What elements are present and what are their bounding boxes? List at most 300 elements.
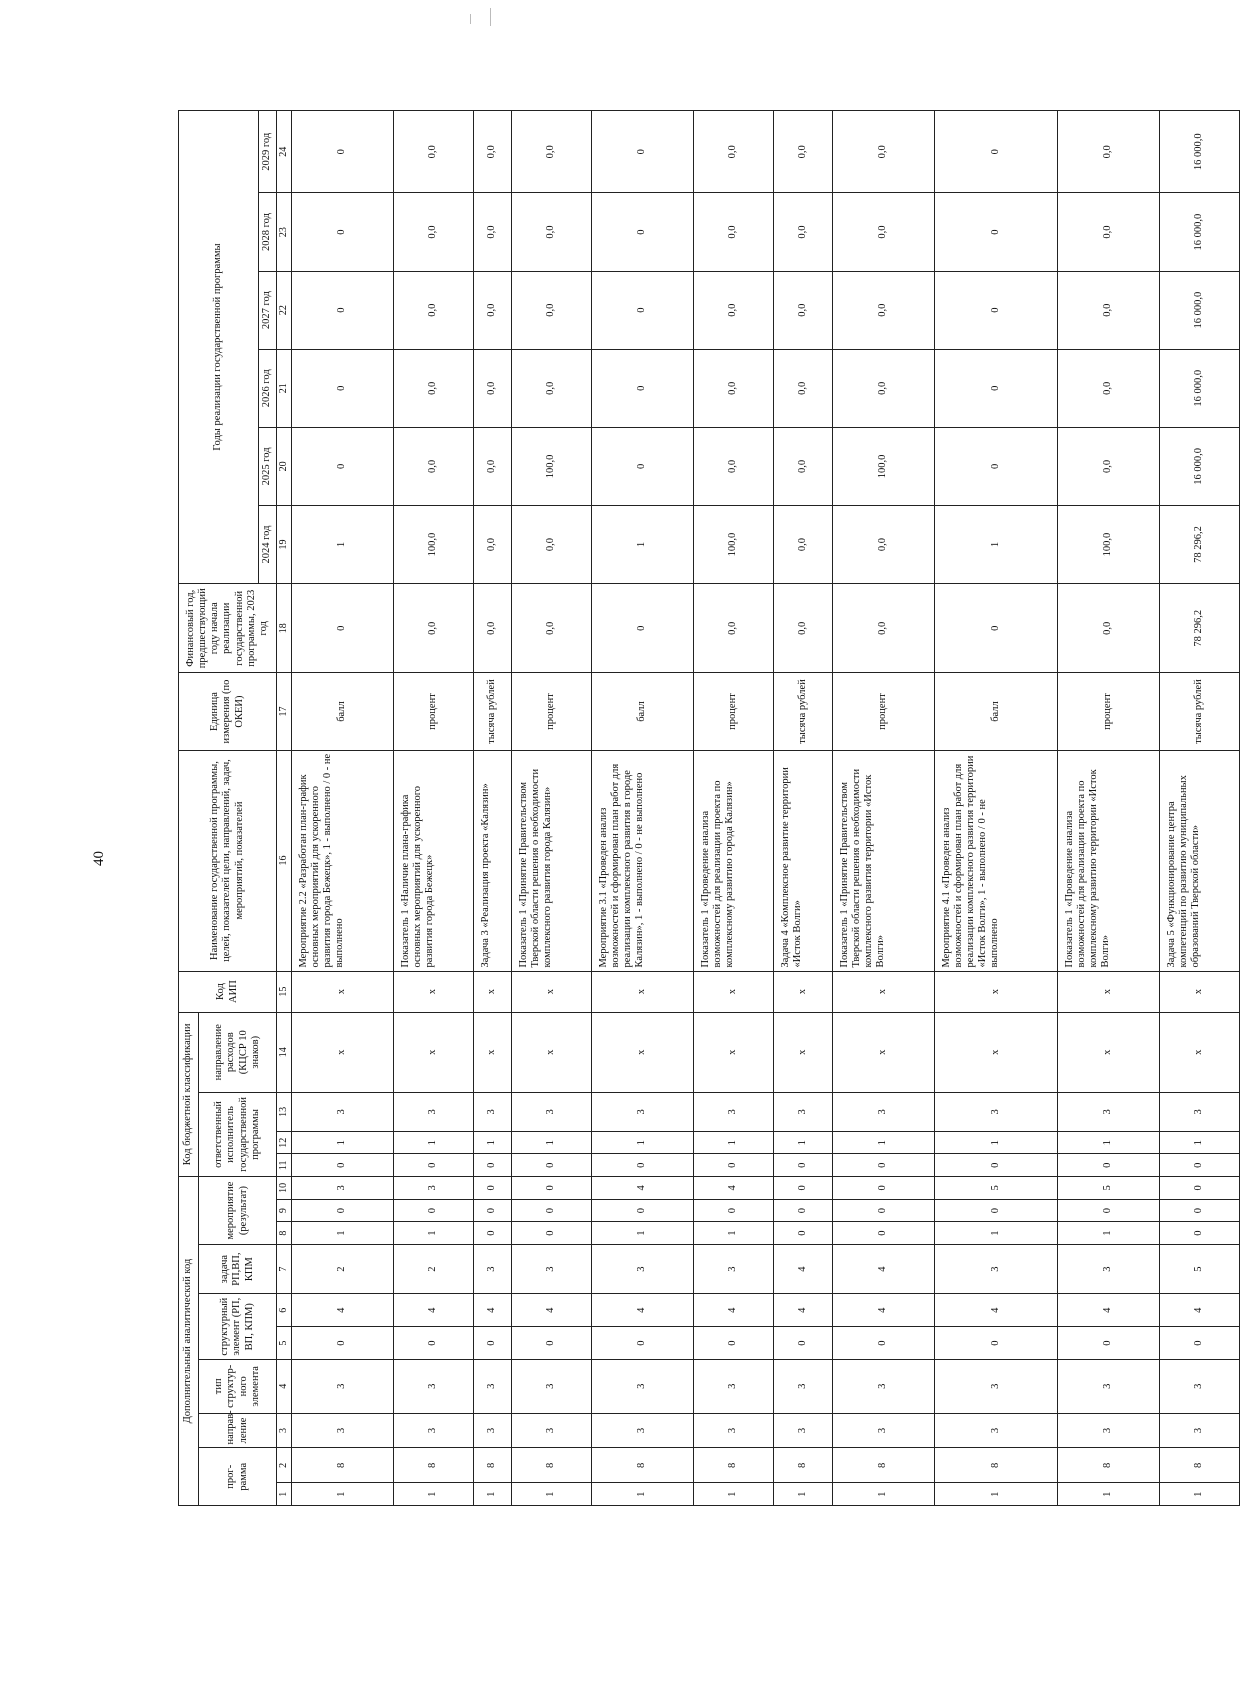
year-value-cell: 0	[934, 193, 1057, 271]
base-year-cell: 0	[934, 584, 1057, 673]
year-value-cell: 0,0	[511, 111, 591, 194]
table-row	[591, 111, 693, 1506]
header-programma: прог-рамма	[199, 1448, 277, 1506]
base-year-cell: 0	[591, 584, 693, 673]
code-cell: 3	[591, 1092, 693, 1131]
code-cell: 1	[393, 1483, 473, 1506]
column-number-cell: 12	[277, 1131, 292, 1154]
year-value-cell: 0,0	[511, 271, 591, 349]
code-cell: х	[474, 1012, 511, 1092]
code-cell: 3	[474, 1413, 511, 1448]
code-cell: 1	[1159, 1131, 1239, 1154]
column-number-cell: 8	[277, 1222, 292, 1245]
year-value-cell: 0	[591, 193, 693, 271]
year-value-cell: 0,0	[832, 271, 934, 349]
row-name-cell: Показатель 1 «Принятие Правительством Тверской области решения о необходимости комплексного развития территории «Исток Волги»	[832, 750, 934, 971]
unit-cell: процент	[511, 673, 591, 750]
header-meropriyatie: мероприятие (результат)	[199, 1177, 277, 1245]
unit-cell: процент	[832, 673, 934, 750]
column-number-row	[277, 111, 292, 1506]
year-value-cell: 0,0	[773, 505, 832, 583]
year-value-cell: 0,0	[393, 193, 473, 271]
program-table	[178, 110, 1240, 1506]
year-value-cell: 0,0	[474, 505, 511, 583]
code-cell: 1	[393, 1222, 473, 1245]
column-number-cell: 6	[277, 1294, 292, 1327]
code-cell: 0	[832, 1154, 934, 1177]
year-value-cell: 0	[591, 111, 693, 194]
year-value-cell: 0,0	[832, 111, 934, 194]
year-value-cell: 0,0	[511, 193, 591, 271]
row-name-cell: Мероприятие 2.2 «Разработан план-график основных мероприятий для ускоренного развития города Бежецк», 1 - выполнено / 0 - не выполнено	[292, 750, 394, 971]
code-cell: х	[934, 1012, 1057, 1092]
year-value-cell: 0	[934, 427, 1057, 505]
base-year-cell: 0	[292, 584, 394, 673]
code-cell: 0	[832, 1222, 934, 1245]
code-cell: 0	[292, 1327, 394, 1360]
row-name-cell: Мероприятие 4.1 «Проведен анализ возможностей и сформирован план работ для реализации комплексного развития территории «Исток Волги», 1 - выполнено / 0 - не выполнено	[934, 750, 1057, 971]
year-value-cell: 0,0	[773, 271, 832, 349]
base-year-cell: 0,0	[693, 584, 773, 673]
code-cell: 0	[591, 1199, 693, 1222]
code-cell: 0	[773, 1222, 832, 1245]
year-value-cell: 0,0	[474, 271, 511, 349]
row-name-cell: Задача 3 «Реализация проекта «Калязин»	[474, 750, 511, 971]
code-cell: х	[591, 1012, 693, 1092]
year-value-cell: 0,0	[474, 193, 511, 271]
code-cell: 1	[934, 1483, 1057, 1506]
year-value-cell: 0,0	[1057, 427, 1159, 505]
code-cell: 8	[934, 1448, 1057, 1483]
year-value-cell: 0,0	[1057, 111, 1159, 194]
code-cell: 3	[1159, 1092, 1239, 1131]
year-value-cell: 100,0	[393, 505, 473, 583]
code-cell: 4	[832, 1244, 934, 1293]
scan-mark	[470, 14, 471, 24]
code-cell: х	[773, 1012, 832, 1092]
code-cell: 3	[393, 1360, 473, 1413]
year-value-cell: 0	[292, 111, 394, 194]
year-value-cell: 0,0	[773, 111, 832, 194]
unit-cell: тысяча рублей	[773, 673, 832, 750]
code-cell: 0	[1057, 1199, 1159, 1222]
page-number: 40	[91, 851, 107, 866]
column-number-cell: 17	[277, 673, 292, 750]
base-year-cell: 0,0	[474, 584, 511, 673]
year-value-cell: 0,0	[393, 349, 473, 427]
column-number-cell: 1	[277, 1483, 292, 1506]
code-cell: 3	[693, 1360, 773, 1413]
code-cell: 4	[693, 1177, 773, 1200]
code-cell: 0	[511, 1154, 591, 1177]
code-cell: х	[1057, 971, 1159, 1012]
year-value-cell: 16 000,0	[1159, 271, 1239, 349]
column-number-cell: 20	[277, 427, 292, 505]
code-cell: 3	[934, 1360, 1057, 1413]
code-cell: 1	[474, 1483, 511, 1506]
row-name-cell: Показатель 1 «Проведение анализа возможностей для реализации проекта по комплексному развитию города Калязин»	[693, 750, 773, 971]
code-cell: 0	[693, 1199, 773, 1222]
column-number-cell: 5	[277, 1327, 292, 1360]
header-year-2025: 2025 год	[259, 427, 277, 505]
header-unit: Единица измерения (по ОКЕИ)	[179, 673, 277, 750]
code-cell: 5	[1057, 1177, 1159, 1200]
header-struct-elem: структурный элемент (РП, ВП, КПМ)	[199, 1294, 277, 1360]
code-cell: 0	[934, 1199, 1057, 1222]
column-number-cell: 18	[277, 584, 292, 673]
table-row	[292, 111, 394, 1506]
code-cell: 3	[511, 1244, 591, 1293]
code-cell: 1	[393, 1131, 473, 1154]
column-number-cell: 3	[277, 1413, 292, 1448]
base-year-cell: 0,0	[511, 584, 591, 673]
code-cell: 3	[591, 1244, 693, 1293]
code-cell: 3	[591, 1360, 693, 1413]
code-cell: 0	[773, 1177, 832, 1200]
code-cell: 3	[934, 1244, 1057, 1293]
code-cell: х	[393, 1012, 473, 1092]
code-cell: 3	[511, 1092, 591, 1131]
code-cell: 3	[292, 1177, 394, 1200]
table-row	[393, 111, 473, 1506]
year-value-cell: 100,0	[832, 427, 934, 505]
header-budget-code: Код бюджетной классификации	[179, 1012, 199, 1176]
row-name-cell: Задача 4 «Комплексное развитие территории «Исток Волги»	[773, 750, 832, 971]
code-cell: 3	[832, 1092, 934, 1131]
code-cell: 0	[292, 1199, 394, 1222]
table-row	[832, 111, 934, 1506]
code-cell: 4	[1159, 1294, 1239, 1327]
code-cell: 3	[832, 1413, 934, 1448]
code-cell: 0	[1057, 1154, 1159, 1177]
code-cell: х	[292, 971, 394, 1012]
year-value-cell: 100,0	[511, 427, 591, 505]
code-cell: 8	[474, 1448, 511, 1483]
code-cell: 0	[832, 1177, 934, 1200]
code-cell: 4	[832, 1294, 934, 1327]
code-cell: 0	[1159, 1327, 1239, 1360]
code-cell: 0	[474, 1177, 511, 1200]
year-value-cell: 1	[292, 505, 394, 583]
code-cell: 1	[693, 1483, 773, 1506]
code-cell: 3	[511, 1413, 591, 1448]
code-cell: 1	[693, 1222, 773, 1245]
code-cell: 4	[511, 1294, 591, 1327]
column-number-cell: 21	[277, 349, 292, 427]
code-cell: 1	[1057, 1483, 1159, 1506]
rotated-table-wrapper	[178, 110, 1240, 1506]
code-cell: х	[511, 971, 591, 1012]
code-cell: 0	[474, 1154, 511, 1177]
unit-cell: балл	[934, 673, 1057, 750]
year-value-cell: 0	[292, 271, 394, 349]
code-cell: 3	[773, 1092, 832, 1131]
year-value-cell: 0	[591, 349, 693, 427]
code-cell: 3	[1057, 1360, 1159, 1413]
header-year-2024: 2024 год	[259, 505, 277, 583]
rotated-table-container	[178, 110, 1240, 1506]
code-cell: 4	[292, 1294, 394, 1327]
table-row	[773, 111, 832, 1506]
year-value-cell: 100,0	[1057, 505, 1159, 583]
year-value-cell: 78 296,2	[1159, 505, 1239, 583]
year-value-cell: 0,0	[393, 111, 473, 194]
code-cell: 1	[292, 1131, 394, 1154]
year-value-cell: 0,0	[1057, 193, 1159, 271]
year-value-cell: 0,0	[693, 193, 773, 271]
code-cell: 1	[591, 1222, 693, 1245]
year-value-cell: 0,0	[393, 271, 473, 349]
header-otv-isp: ответственный исполнитель государственной программы	[199, 1092, 277, 1176]
column-number-cell: 9	[277, 1199, 292, 1222]
unit-cell: балл	[292, 673, 394, 750]
code-cell: 4	[591, 1294, 693, 1327]
year-value-cell: 0	[934, 271, 1057, 349]
code-cell: 0	[511, 1222, 591, 1245]
code-cell: 4	[773, 1294, 832, 1327]
code-cell: х	[1159, 1012, 1239, 1092]
code-cell: 0	[591, 1154, 693, 1177]
row-name-cell: Мероприятие 3.1 «Проведен анализ возможностей и сформирован план работ для реализации комплексного развития в городе Калязин», 1 - выполнено / 0 - не выполнено	[591, 750, 693, 971]
year-value-cell: 0,0	[393, 427, 473, 505]
header-name: Наименование государственной программы, целей, показателей цели, направлений, задач, мероприятий, показателей	[179, 750, 277, 971]
header-tip-struct: тип структур-ного элемента	[199, 1360, 277, 1413]
code-cell: 0	[693, 1154, 773, 1177]
year-value-cell: 100,0	[693, 505, 773, 583]
column-number-cell: 22	[277, 271, 292, 349]
code-cell: х	[934, 971, 1057, 1012]
header-year-2026: 2026 год	[259, 349, 277, 427]
code-cell: 4	[693, 1294, 773, 1327]
column-number-cell: 13	[277, 1092, 292, 1131]
header-analytic-code: Дополнительный аналитический код	[179, 1177, 199, 1506]
year-value-cell: 0	[934, 349, 1057, 427]
code-cell: 8	[393, 1448, 473, 1483]
code-cell: 4	[773, 1244, 832, 1293]
code-cell: 0	[773, 1154, 832, 1177]
code-cell: 3	[474, 1092, 511, 1131]
column-number-cell: 19	[277, 505, 292, 583]
code-cell: 3	[693, 1092, 773, 1131]
year-value-cell: 0,0	[773, 349, 832, 427]
year-value-cell: 0	[591, 427, 693, 505]
code-cell: 5	[1159, 1244, 1239, 1293]
table-row	[693, 111, 773, 1506]
code-cell: 3	[292, 1413, 394, 1448]
code-cell: х	[832, 971, 934, 1012]
code-cell: х	[693, 1012, 773, 1092]
code-cell: 3	[474, 1244, 511, 1293]
code-cell: 0	[1159, 1199, 1239, 1222]
code-cell: 1	[832, 1483, 934, 1506]
code-cell: х	[393, 971, 473, 1012]
code-cell: 0	[832, 1199, 934, 1222]
header-year-2028: 2028 год	[259, 193, 277, 271]
code-cell: 0	[393, 1327, 473, 1360]
code-cell: 3	[511, 1360, 591, 1413]
year-value-cell: 0,0	[474, 427, 511, 505]
table-row	[474, 111, 511, 1506]
code-cell: 3	[832, 1360, 934, 1413]
code-cell: х	[693, 971, 773, 1012]
code-cell: 8	[511, 1448, 591, 1483]
code-cell: 3	[474, 1360, 511, 1413]
year-value-cell: 0	[934, 111, 1057, 194]
code-cell: х	[474, 971, 511, 1012]
code-cell: 3	[934, 1092, 1057, 1131]
column-number-cell: 15	[277, 971, 292, 1012]
code-cell: 3	[591, 1413, 693, 1448]
code-cell: 3	[693, 1244, 773, 1293]
year-value-cell: 16 000,0	[1159, 111, 1239, 194]
code-cell: х	[1057, 1012, 1159, 1092]
header-base-year: Финансовый год, предшествующий году начала реализации государственной программы, 2023 год	[179, 584, 277, 673]
code-cell: 0	[832, 1327, 934, 1360]
year-value-cell: 1	[591, 505, 693, 583]
code-cell: 1	[832, 1131, 934, 1154]
code-cell: 0	[292, 1154, 394, 1177]
code-cell: 4	[591, 1177, 693, 1200]
code-cell: 0	[474, 1222, 511, 1245]
code-cell: х	[511, 1012, 591, 1092]
code-cell: 4	[1057, 1294, 1159, 1327]
unit-cell: балл	[591, 673, 693, 750]
code-cell: 1	[292, 1483, 394, 1506]
header-napr-rashodov: направление расходов (КЦСР 10 знаков)	[199, 1012, 277, 1092]
row-name-cell: Показатель 1 «Принятие Правительством Тверской области решения о необходимости комплексного развития города Калязин»	[511, 750, 591, 971]
code-cell: 0	[511, 1327, 591, 1360]
column-number-cell: 10	[277, 1177, 292, 1200]
code-cell: 8	[693, 1448, 773, 1483]
code-cell: 0	[773, 1327, 832, 1360]
code-cell: 0	[393, 1199, 473, 1222]
code-cell: 4	[474, 1294, 511, 1327]
year-value-cell: 0,0	[773, 427, 832, 505]
year-value-cell: 16 000,0	[1159, 193, 1239, 271]
header-zadacha: задача РП,ВП, КПМ	[199, 1244, 277, 1293]
year-value-cell: 0,0	[832, 193, 934, 271]
code-cell: 3	[693, 1413, 773, 1448]
row-name-cell: Показатель 1 «Наличие плана-графика основных мероприятий для ускоренного развития города Бежецк»	[393, 750, 473, 971]
header-aip-code: Код АИП	[179, 971, 277, 1012]
code-cell: 1	[1057, 1131, 1159, 1154]
code-cell: 0	[934, 1154, 1057, 1177]
year-value-cell: 0	[591, 271, 693, 349]
code-cell: 1	[511, 1483, 591, 1506]
unit-cell: тысяча рублей	[474, 673, 511, 750]
column-number-cell: 23	[277, 193, 292, 271]
unit-cell: процент	[393, 673, 473, 750]
code-cell: 1	[511, 1131, 591, 1154]
code-cell: 3	[1057, 1092, 1159, 1131]
year-value-cell: 0,0	[773, 193, 832, 271]
code-cell: 1	[474, 1131, 511, 1154]
code-cell: 3	[292, 1360, 394, 1413]
row-name-cell: Задача 5 «Функционирование центра компетенций по развитию муниципальных образований Тверской области»	[1159, 750, 1239, 971]
base-year-cell: 0,0	[1057, 584, 1159, 673]
unit-cell: тысяча рублей	[1159, 673, 1239, 750]
code-cell: 8	[1057, 1448, 1159, 1483]
code-cell: 0	[1159, 1222, 1239, 1245]
code-cell: 0	[693, 1327, 773, 1360]
code-cell: 5	[934, 1177, 1057, 1200]
code-cell: 3	[934, 1413, 1057, 1448]
code-cell: 1	[773, 1131, 832, 1154]
year-value-cell: 0,0	[693, 427, 773, 505]
code-cell: 8	[292, 1448, 394, 1483]
column-number-cell: 2	[277, 1448, 292, 1483]
code-cell: 0	[511, 1199, 591, 1222]
code-cell: 1	[934, 1131, 1057, 1154]
code-cell: 3	[1057, 1413, 1159, 1448]
code-cell: 8	[591, 1448, 693, 1483]
code-cell: 8	[832, 1448, 934, 1483]
row-name-cell: Показатель 1 «Проведение анализа возможностей для реализации проекта по комплексному развитию территории «Исток Волги»	[1057, 750, 1159, 971]
code-cell: 2	[292, 1244, 394, 1293]
base-year-cell: 78 296,2	[1159, 584, 1239, 673]
code-cell: 0	[511, 1177, 591, 1200]
table-row	[1057, 111, 1159, 1506]
code-cell: х	[1159, 971, 1239, 1012]
code-cell: 3	[1057, 1244, 1159, 1293]
code-cell: 0	[474, 1327, 511, 1360]
year-value-cell: 0,0	[511, 505, 591, 583]
year-value-cell: 0,0	[832, 349, 934, 427]
code-cell: 3	[292, 1092, 394, 1131]
header-years-group: Годы реализации государственной программы	[179, 111, 259, 584]
column-number-cell: 24	[277, 111, 292, 194]
year-value-cell: 0,0	[693, 111, 773, 194]
code-cell: 0	[1159, 1154, 1239, 1177]
year-value-cell: 0	[292, 349, 394, 427]
code-cell: 4	[934, 1294, 1057, 1327]
code-cell: 8	[1159, 1448, 1239, 1483]
code-cell: 1	[934, 1222, 1057, 1245]
base-year-cell: 0,0	[832, 584, 934, 673]
column-number-cell: 14	[277, 1012, 292, 1092]
column-number-cell: 16	[277, 750, 292, 971]
year-value-cell: 0,0	[832, 505, 934, 583]
code-cell: 0	[1159, 1177, 1239, 1200]
code-cell: 1	[292, 1222, 394, 1245]
year-value-cell: 0,0	[474, 349, 511, 427]
code-cell: х	[832, 1012, 934, 1092]
code-cell: 3	[773, 1360, 832, 1413]
unit-cell: процент	[1057, 673, 1159, 750]
column-number-cell: 11	[277, 1154, 292, 1177]
code-cell: 0	[934, 1327, 1057, 1360]
code-cell: 4	[393, 1294, 473, 1327]
code-cell: 1	[1057, 1222, 1159, 1245]
table-row	[1159, 111, 1239, 1506]
code-cell: 0	[393, 1154, 473, 1177]
code-cell: х	[292, 1012, 394, 1092]
code-cell: 0	[474, 1199, 511, 1222]
column-number-cell: 7	[277, 1244, 292, 1293]
code-cell: 3	[1159, 1360, 1239, 1413]
year-value-cell: 16 000,0	[1159, 427, 1239, 505]
code-cell: 3	[393, 1177, 473, 1200]
code-cell: 2	[393, 1244, 473, 1293]
year-value-cell: 0,0	[693, 271, 773, 349]
year-value-cell: 0,0	[1057, 349, 1159, 427]
header-year-2029: 2029 год	[259, 111, 277, 194]
unit-cell: процент	[693, 673, 773, 750]
year-value-cell: 0,0	[511, 349, 591, 427]
table-row	[934, 111, 1057, 1506]
header-napravlenie: направ-ление	[199, 1413, 277, 1448]
year-value-cell: 1	[934, 505, 1057, 583]
